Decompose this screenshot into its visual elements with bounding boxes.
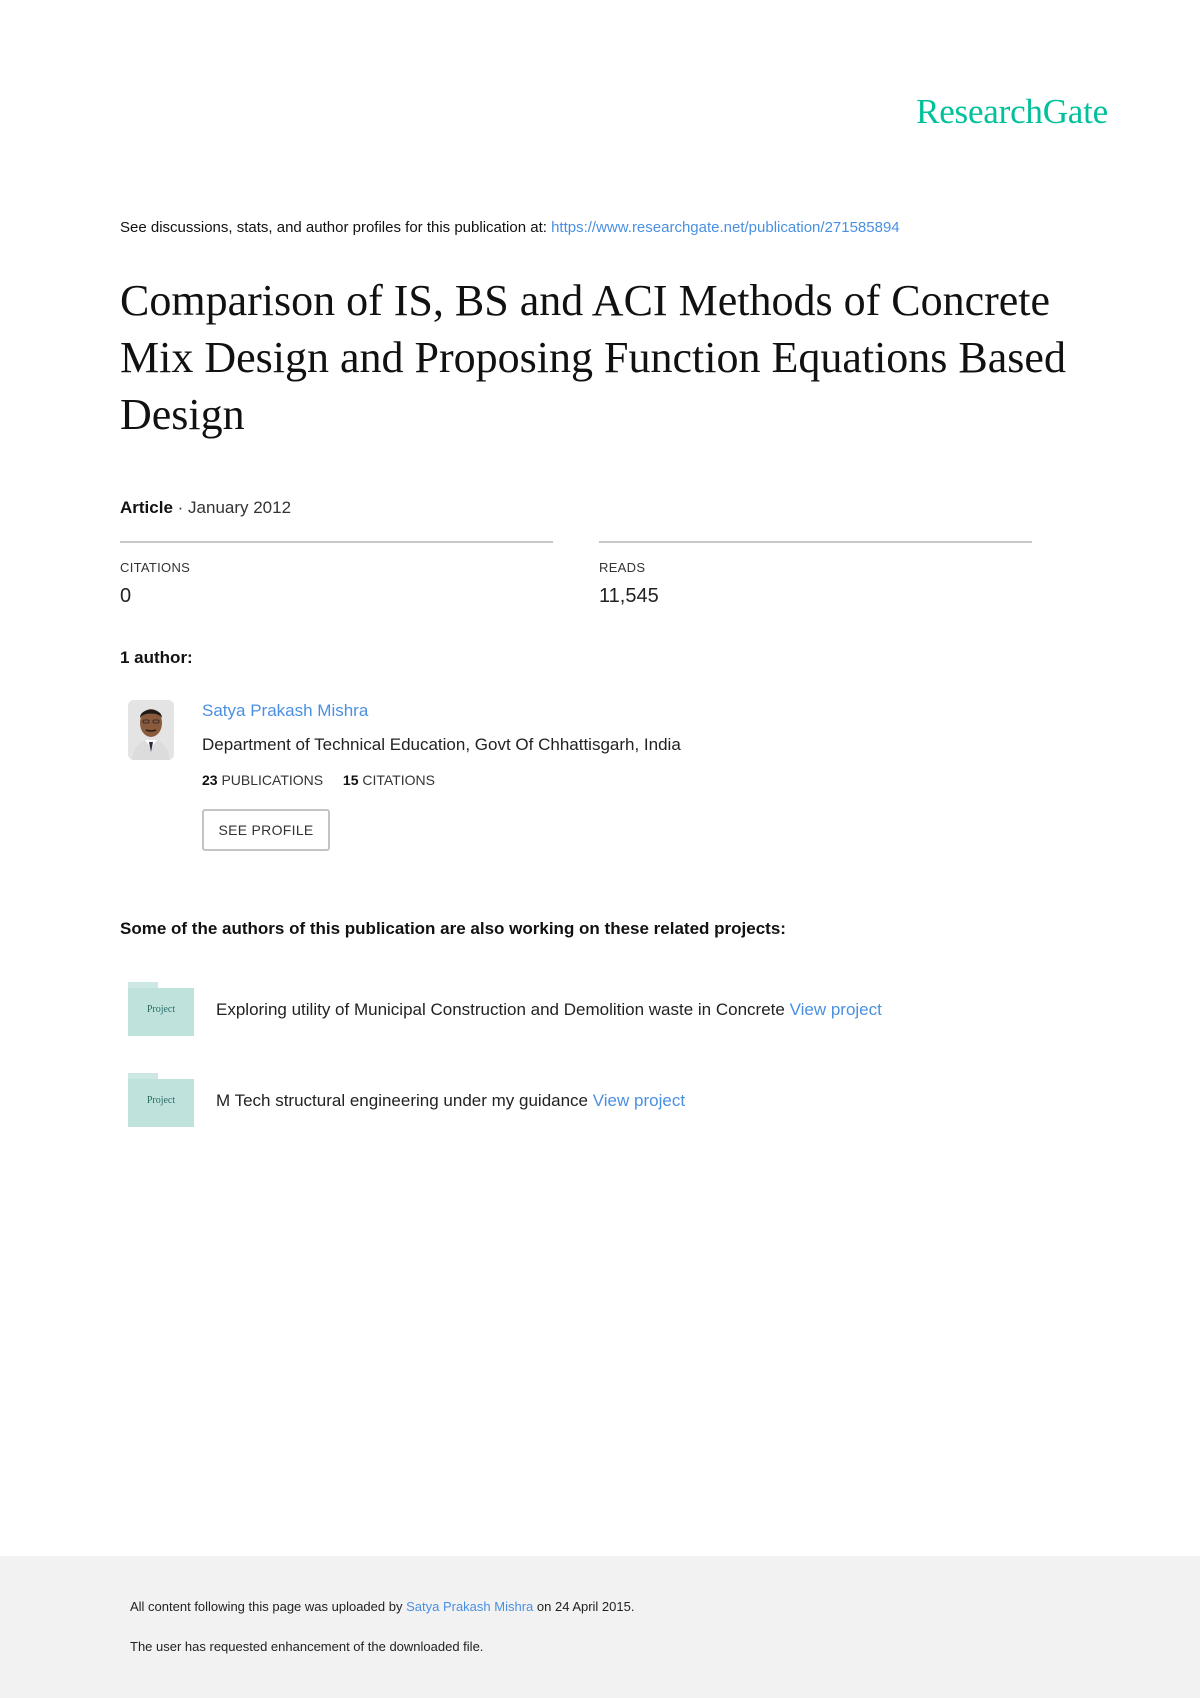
- publication-meta: [120, 498, 291, 518]
- see-profile-button[interactable]: SEE PROFILE: [202, 809, 330, 851]
- publication-type: Article: [120, 498, 173, 517]
- author-citations-count: 15: [342, 772, 359, 788]
- author-affiliation: Department of Technical Education, Govt Of Chhattisgarh, India: [202, 735, 681, 754]
- reads-stat: [599, 541, 1032, 608]
- author-publications-label: PUBLICATIONS: [221, 772, 324, 788]
- uploader-link[interactable]: Satya Prakash Mishra: [406, 1599, 534, 1614]
- author-photo-icon: [128, 700, 174, 760]
- enhancement-note: The user has requested enhancement of the downloaded file.: [130, 1639, 484, 1654]
- project-item: [128, 1073, 1088, 1133]
- citations-label: CITATIONS: [120, 560, 191, 575]
- source-prefix: See discussions, stats, and author profiles for this publication at:: [120, 219, 547, 236]
- project-title: M Tech structural engineering under my guidance: [216, 1091, 589, 1110]
- reads-value: 11,545: [599, 585, 659, 607]
- researchgate-logo[interactable]: ResearchGate: [916, 92, 1108, 131]
- authors-heading: 1 author:: [120, 648, 193, 667]
- author-citations-label: CITATIONS: [362, 772, 435, 788]
- project-item: [128, 982, 1088, 1042]
- project-description: [216, 1000, 882, 1020]
- divider: [120, 541, 553, 543]
- upload-note: [130, 1599, 634, 1614]
- project-title: Exploring utility of Municipal Construction and Demolition waste in Concrete: [216, 1000, 785, 1019]
- author-avatar[interactable]: [128, 700, 174, 760]
- citations-value: 0: [120, 585, 132, 607]
- footer-band: [0, 1556, 1200, 1698]
- citations-stat: [120, 541, 553, 608]
- divider: [599, 541, 1032, 543]
- project-description: [216, 1091, 685, 1111]
- related-projects-heading: Some of the authors of this publication are also working on these related projects:: [120, 919, 786, 938]
- publication-url-link[interactable]: https://www.researchgate.net/publication/271585894: [551, 219, 900, 236]
- project-icon-label: Project: [146, 1004, 176, 1015]
- publication-date: · January 2012: [172, 498, 292, 517]
- view-project-link[interactable]: View project: [592, 1091, 686, 1110]
- view-project-link[interactable]: View project: [789, 1000, 882, 1019]
- source-line: [120, 219, 1080, 236]
- author-name-link[interactable]: Satya Prakash Mishra: [202, 701, 369, 720]
- upload-prefix: All content following this page was uploaded by: [130, 1599, 403, 1614]
- project-icon-label: Project: [146, 1095, 176, 1106]
- reads-label: READS: [599, 560, 646, 575]
- project-folder-icon: [128, 982, 194, 1036]
- author-stats: [202, 772, 435, 788]
- project-folder-icon: [128, 1073, 194, 1127]
- author-publications-count: 23: [202, 772, 218, 788]
- publication-title: Comparison of IS, BS and ACI Methods of Concrete Mix Design and Proposing Function Equations Based Design: [120, 276, 1066, 439]
- upload-suffix: on 24 April 2015.: [536, 1599, 635, 1614]
